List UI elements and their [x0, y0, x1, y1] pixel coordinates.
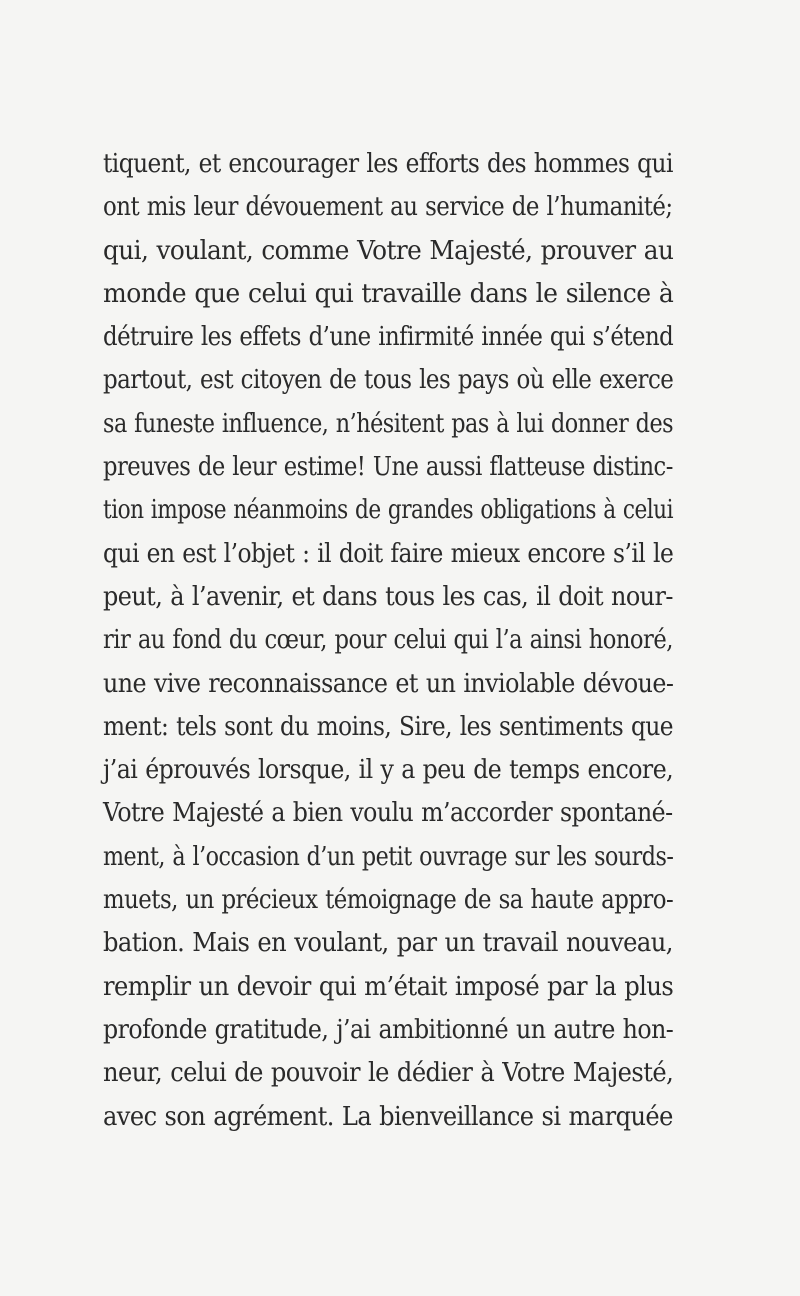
text-line: tiquent, et encourager les efforts des hommes qui [103, 149, 673, 179]
text-line: détruire les effets d’une infirmité innée qui s’étend [103, 322, 674, 353]
text-line: profonde gratitude, j’ai ambitionné un autre hon- [103, 1014, 674, 1045]
text-line: ment: tels sont du moins, Sire, les sentiments que [103, 711, 674, 742]
text-line: remplir un devoir qui m’était imposé par la plus [103, 971, 674, 1002]
text-line: monde que celui qui travaille dans le silence à [103, 278, 674, 309]
text-line: peut, à l’avenir, et dans tous les cas, il doit nour- [103, 581, 673, 612]
text-line: qui, voulant, comme Votre Majesté, prouver au [103, 235, 674, 266]
text-line: ont mis leur dévouement au service de l’humanité; [103, 192, 673, 223]
text-line: bation. Mais en voulant, par un travail nouveau, [103, 928, 673, 959]
text-line: tion impose néanmoins de grandes obligations à celui [103, 495, 674, 526]
text-line: neur, celui de pouvoir le dédier à Votre Majesté, [103, 1058, 674, 1089]
text-line: Votre Majesté a bien voulu m’accorder spontané- [103, 798, 673, 829]
text-line: preuves de leur estime! Une aussi flatteuse distinc- [103, 452, 673, 483]
text-line: j’ai éprouvés lorsque, il y a peu de temps encore, [103, 755, 674, 786]
text-line: muets, un précieux témoignage de sa haute appro- [103, 885, 674, 916]
text-line: rir au fond du cœur, pour celui qui l’a ainsi honoré, [103, 625, 673, 656]
text-line: qui en est l’objet : il doit faire mieux encore s’il le [103, 538, 674, 569]
text-line: avec son agrément. La bienveillance si marquée [103, 1101, 673, 1132]
text-line: une vive reconnaissance et un inviolable dévoue- [103, 668, 674, 699]
text-line: sa funeste influence, n’hésitent pas à lui donner des [103, 408, 674, 439]
text-line: ment, à l’occasion d’un petit ouvrage sur les sourds- [103, 841, 674, 872]
text-line: partout, est citoyen de tous les pays où elle exerce [103, 365, 674, 396]
body-text [103, 143, 673, 1139]
